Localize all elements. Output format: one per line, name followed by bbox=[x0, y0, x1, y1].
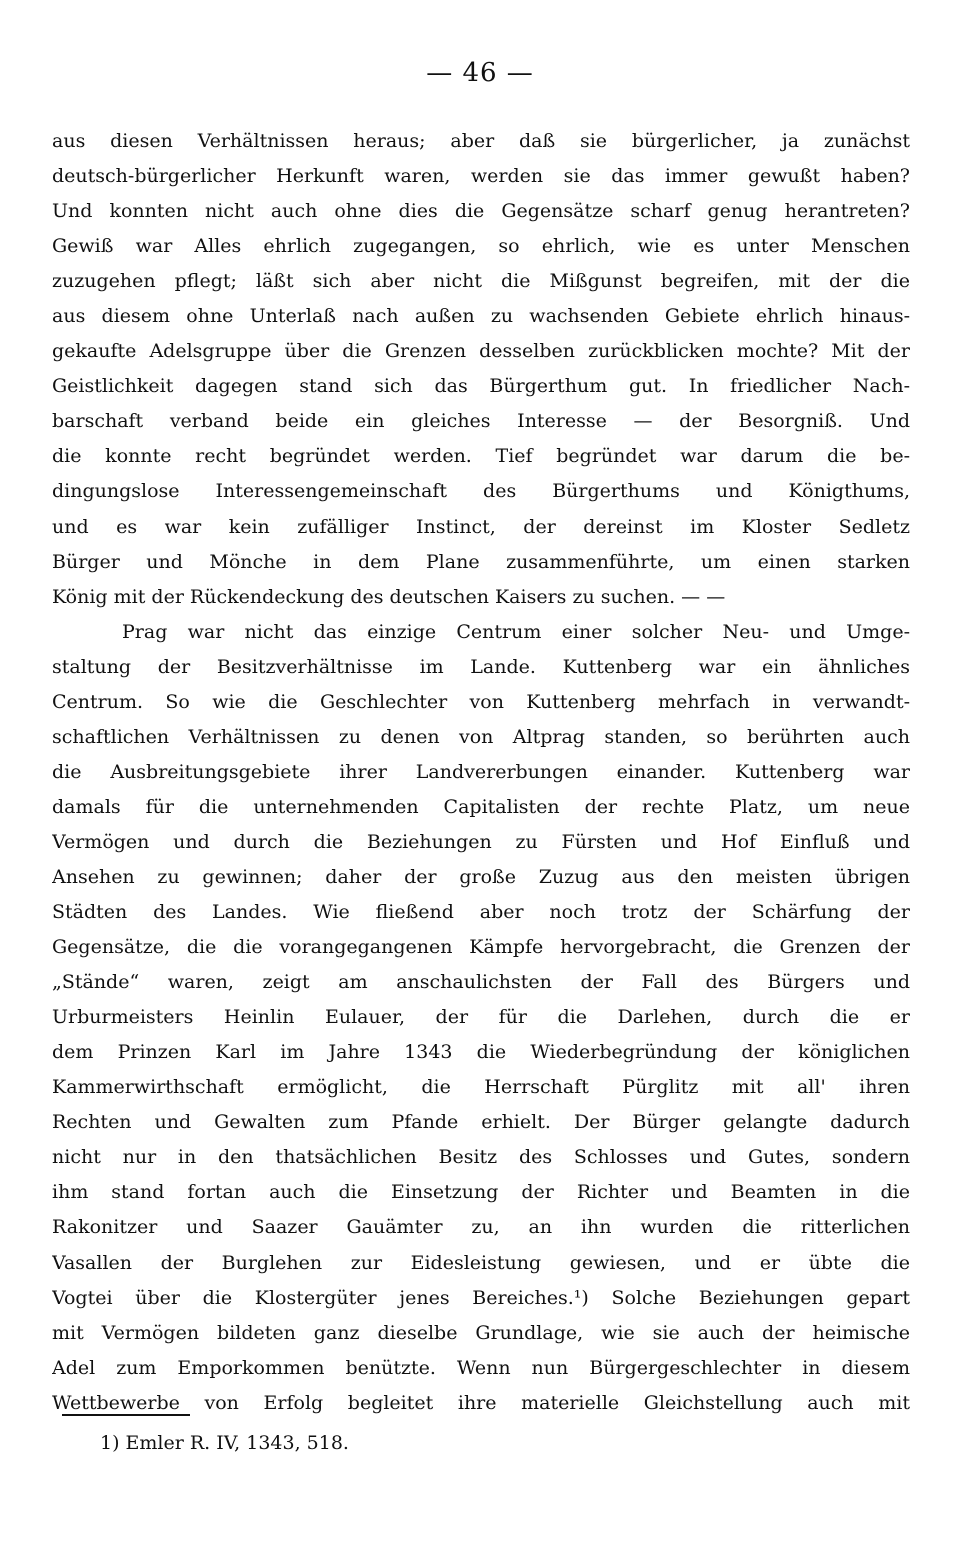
text-line: die Ausbreitungsgebiete ihrer Landvererbungen einander. Kuttenberg war bbox=[52, 760, 910, 783]
text-line: Centrum. So wie die Geschlechter von Kuttenberg mehrfach in verwandt- bbox=[52, 690, 910, 713]
text-line: Ansehen zu gewinnen; daher der große Zuzug aus den meisten übrigen bbox=[52, 865, 910, 888]
text-line: nicht nur in den thatsächlichen Besitz des Schlosses und Gutes, sondern bbox=[52, 1146, 910, 1169]
text-line: und es war kein zufälliger Instinct, der dereinst im Kloster Sedletz bbox=[52, 515, 910, 538]
text-line: Vermögen und durch die Beziehungen zu Fürsten und Hof Einfluß und bbox=[52, 830, 910, 853]
text-line: dingungslose Interessengemeinschaft des Bürgerthums und Königthums, bbox=[52, 480, 910, 503]
footnote: 1) Emler R. IV, 1343, 518. bbox=[100, 1432, 349, 1454]
text-line: aus diesen Verhältnissen heraus; aber daß sie bürgerlicher, ja zunächst bbox=[52, 130, 910, 152]
text-line: Rechten und Gewalten zum Pfande erhielt. Der Bürger gelangte dadurch bbox=[52, 1111, 910, 1134]
footnote-divider bbox=[62, 1414, 190, 1416]
body-text bbox=[52, 124, 910, 1421]
text-line: ihm stand fortan auch die Einsetzung der Richter und Beamten in die bbox=[52, 1181, 910, 1204]
text-line: Adel zum Emporkommen benützte. Wenn nun Bürgergeschlechter in diesem bbox=[52, 1356, 910, 1379]
text-line: schaftlichen Verhältnissen zu denen von Altprag standen, so berührten auch bbox=[52, 725, 910, 748]
text-line: Rakonitzer und Saazer Gauämter zu, an ihn wurden die ritterlichen bbox=[52, 1216, 910, 1239]
text-line: Und konnten nicht auch ohne dies die Gegensätze scharf genug herantreten? bbox=[52, 200, 910, 223]
text-line: Prag war nicht das einzige Centrum einer solcher Neu- und Umge- bbox=[122, 620, 910, 643]
text-line: aus diesem ohne Unterlaß nach außen zu wachsenden Gebiete ehrlich hinaus- bbox=[52, 305, 910, 328]
text-line: König mit der Rückendeckung des deutschen Kaisers zu suchen. — — bbox=[52, 585, 726, 608]
text-line: zuzugehen pflegt; läßt sich aber nicht die Mißgunst begreifen, mit der die bbox=[52, 270, 910, 293]
text-line: barschaft verband beide ein gleiches Interesse — der Besorgniß. Und bbox=[52, 410, 910, 433]
text-line: dem Prinzen Karl im Jahre 1343 die Wiederbegründung der königlichen bbox=[52, 1041, 910, 1064]
text-line: „Stände“ waren, zeigt am anschaulichsten der Fall des Bürgers und bbox=[52, 971, 910, 994]
text-line: Wettbewerbe von Erfolg begleitet ihre materielle Gleichstellung auch mit bbox=[52, 1391, 910, 1414]
text-line: Geistlichkeit dagegen stand sich das Bürgerthum gut. In friedlicher Nach- bbox=[52, 375, 910, 398]
text-line: Gewiß war Alles ehrlich zugegangen, so ehrlich, wie es unter Menschen bbox=[52, 235, 910, 258]
text-line: Bürger und Mönche in dem Plane zusammenführte, um einen starken bbox=[52, 550, 910, 573]
text-line: Städten des Landes. Wie fließend aber noch trotz der Schärfung der bbox=[52, 901, 910, 924]
text-line: Vogtei über die Klostergüter jenes Bereiches.¹) Solche Beziehungen gepart bbox=[52, 1286, 910, 1309]
text-line: damals für die unternehmenden Capitalisten der rechte Platz, um neue bbox=[52, 795, 910, 818]
text-line: Urburmeisters Heinlin Eulauer, der für die Darlehen, durch die er bbox=[52, 1006, 910, 1029]
text-line: Vasallen der Burglehen zur Eidesleistung gewiesen, und er übte die bbox=[52, 1251, 910, 1274]
text-line: die konnte recht begründet werden. Tief begründet war darum die be- bbox=[52, 445, 910, 468]
text-line: Kammerwirthschaft ermöglicht, die Herrschaft Pürglitz mit all' ihren bbox=[52, 1076, 910, 1099]
text-line: Gegensätze, die die vorangegangenen Kämpfe hervorgebracht, die Grenzen der bbox=[52, 936, 910, 959]
text-line: mit Vermögen bildeten ganz dieselbe Grundlage, wie sie auch der heimische bbox=[52, 1321, 910, 1344]
text-line: deutsch-bürgerlicher Herkunft waren, werden sie das immer gewußt haben? bbox=[52, 165, 910, 188]
text-line: staltung der Besitzverhältnisse im Lande. Kuttenberg war ein ähnliches bbox=[52, 655, 910, 678]
page-number: — 46 — bbox=[426, 58, 534, 88]
text-line: gekaufte Adelsgruppe über die Grenzen desselben zurückblicken mochte? Mit der bbox=[52, 340, 910, 363]
